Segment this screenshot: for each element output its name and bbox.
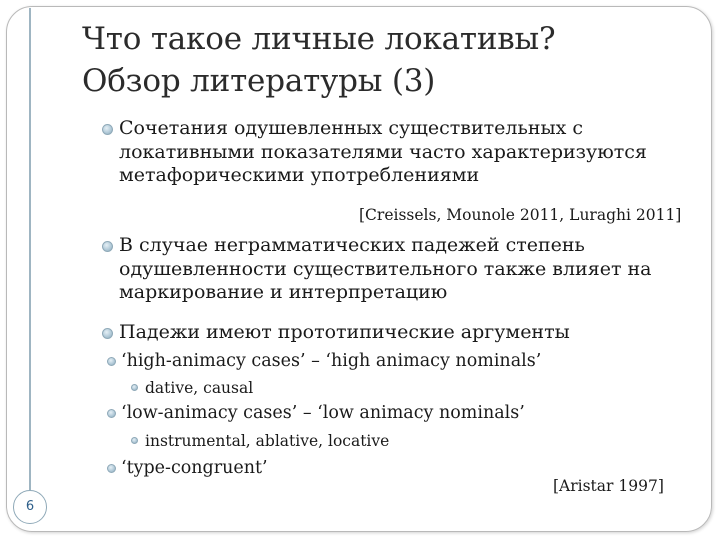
bullet-dot-icon <box>107 357 116 366</box>
bullet-dot-icon <box>131 384 138 391</box>
bullet-1-text <box>119 117 647 188</box>
bullet-1-line-2: локативными показателями часто характеризуются <box>119 140 647 163</box>
bullet-dot-icon <box>102 124 113 135</box>
page-number: 6 <box>13 490 47 524</box>
bullet-2-line-1: В случае неграмматических падежей степень <box>119 234 585 256</box>
bullet-2-line-2: одушевленности существительного также влияет на <box>119 257 652 280</box>
slide-title <box>82 18 682 102</box>
bullet-dot-icon <box>107 409 116 418</box>
bullet-2-line-3: маркирование и интерпретацию <box>119 281 448 303</box>
sub-bullet-type-congruent: ‘type-congruent’ <box>121 458 268 478</box>
title-line-1: Что такое личные локативы? <box>82 21 556 57</box>
sub-bullet-high-animacy: ‘high-animacy cases’ – ‘high animacy nominals’ <box>121 351 542 371</box>
bullet-dot-icon <box>107 464 116 473</box>
bullet-1-line-1: Сочетания одушевленных существительных с <box>119 117 584 139</box>
bullet-dot-icon <box>131 437 138 444</box>
bullet-3-text <box>119 321 570 345</box>
citation-creissels: [Creissels, Mounole 2011, Luraghi 2011] <box>359 206 682 224</box>
bullet-3-line-1: Падежи имеют прототипические аргументы <box>119 321 570 343</box>
bullet-dot-icon <box>102 241 113 252</box>
title-line-2: Обзор литературы (3) <box>82 63 436 99</box>
bullet-2-text <box>119 234 651 305</box>
sub-bullet-low-animacy: ‘low-animacy cases’ – ‘low animacy nominals’ <box>121 403 525 423</box>
page-number-line <box>29 8 31 490</box>
sub-sub-bullet-dative: dative, causal <box>145 379 254 397</box>
bullet-dot-icon <box>102 328 113 339</box>
citation-aristar: [Aristar 1997] <box>553 477 664 495</box>
bullet-1-line-3: метафорическими употреблениями <box>119 164 480 186</box>
sub-sub-bullet-instrumental: instrumental, ablative, locative <box>145 432 390 450</box>
